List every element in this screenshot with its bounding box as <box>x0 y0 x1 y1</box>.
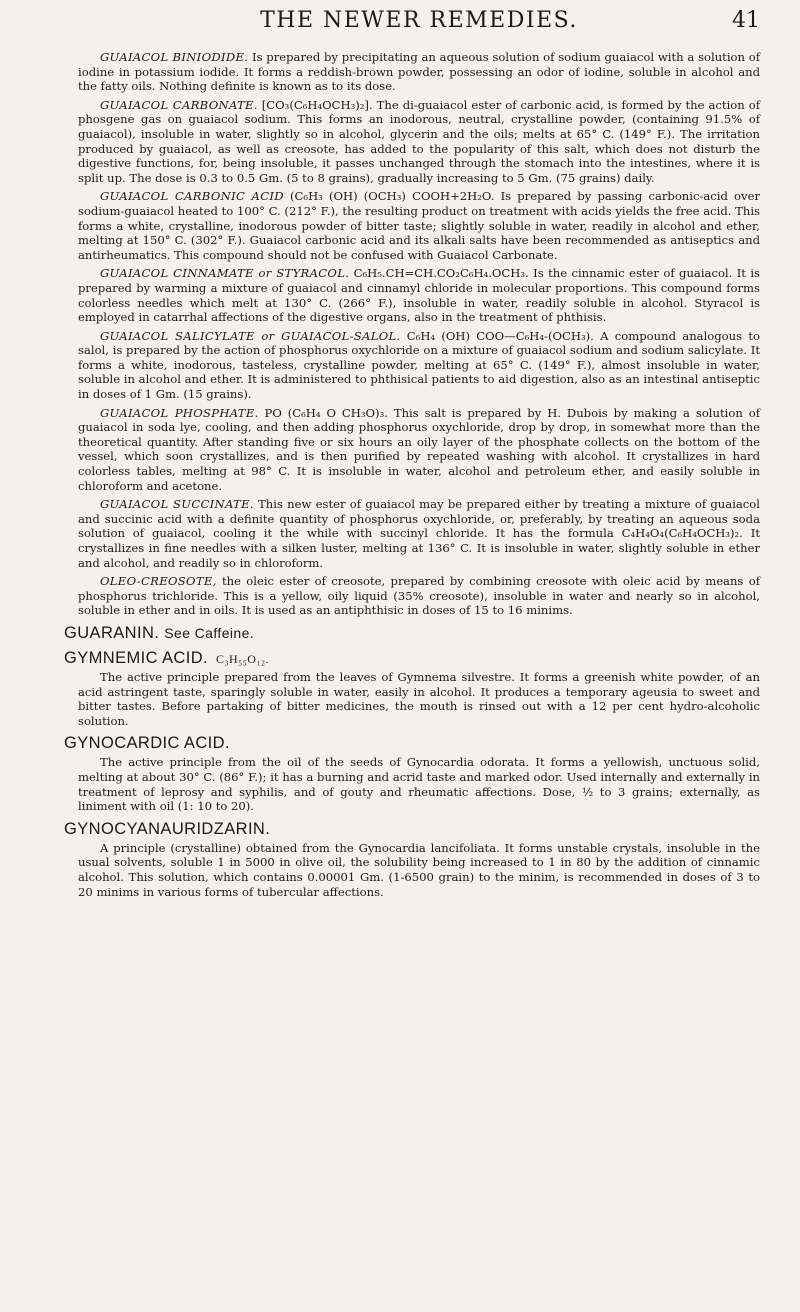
section-body-gymnemic-acid: The active principle prepared from the leaves of Gymnema silvestre. It forms a greenish white powder, of an acid astringent taste, sparingly soluble in water, easily in alcohol. It produces a temporary ageusia to sweet and bitter tastes. Before partaking of bitter medicines, the mouth is rinsed out with a 12 per cent hydro-alcoholic solution. <box>78 669 760 728</box>
section-formula: C₃H₅₅O₁₂. <box>216 651 269 666</box>
section-heading-gynocardic-acid <box>64 734 760 753</box>
entry-term: GUAIACOL PHOSPHATE. <box>100 405 259 420</box>
entry-guaiacol-cinnamate <box>78 266 760 324</box>
entry-term: OLEO-CREOSOTE, <box>100 574 217 589</box>
entry-guaiacol-salicylate <box>78 329 760 402</box>
entry-guaiacol-phosphate <box>78 406 760 494</box>
section-heading-gynocyanauridzarin <box>64 820 760 839</box>
entry-guaiacol-carbonic-acid <box>78 189 760 262</box>
entry-text: C₆H₄ (OH) COO—C₆H₄-(OCH₃). A compound analogous to salol, is prepared by the action of phosphorus oxychloride on a mixture of guaiacol sodium and sodium salicylate. It forms a white, inodorous, tasteless, crystalline powder, melting at 65° C. (149° F.), almost insoluble in water, soluble in alcohol and ether. It is administered to phthisical patients to aid digestion, also as an intestinal antiseptic in doses of 1 Gm. (15 grains). <box>78 328 761 402</box>
section-heading-gymnemic-acid <box>64 649 760 668</box>
page-number: 41 <box>732 8 760 33</box>
cross-reference: See Caffeine. <box>164 624 255 641</box>
section-heading-text: GYMNEMIC ACID. <box>64 648 209 667</box>
entry-text: C₆H₅.CH=CH.CO₂C₆H₄.OCH₃. Is the cinnamic ester of guaiacol. It is prepared by warming a mixture of guaiacol and cinnamyl chloride in molecular proportions. This compound forms colorless needles which melt at 130° C. (266° F.), insoluble in water, readily soluble in alcohol. Styracol is employed in catarrhal affections of the digestive organs, also in the treatment of phthisis. <box>78 266 761 325</box>
entry-text: This new ester of guaiacol may be prepared either by treating a mixture of guaiacol and succinic acid with a definite quantity of phosphorus oxychloride, or, preferably, by treating an aqueous soda solution of guaiacol, cooling it the while with succinyl chloride. It has the formula C₄H₄O₄(C₆H₄OCH₃)₂. It crystallizes in fine needles with a silken luster, melting at 136° C. It is insoluble in water, slightly soluble in ether and alcohol, and readily so in chloroform. <box>78 497 760 570</box>
entry-term: GUAIACOL CARBONATE. <box>100 97 258 112</box>
entry-text: PO (C₆H₄ O CH₃O)₃. This salt is prepared by H. Dubois by making a solution of guaiacol in soda lye, cooling, and then adding phosphorus oxychloride, drop by drop, in somewhat more than the theoretical quantity. After standing five or six hours an oily layer of the phosphate collects on the bottom of the vessel, which soon crystallizes, and is then purified by repeated washing with alcohol. It crystallizes in hard colorless tables, melting at 98° C. It is insoluble in water, alcohol and petroleum ether, and easily soluble in chloroform and acetone. <box>78 405 760 493</box>
entry-term: GUAIACOL SALICYLATE or GUAIACOL-SALOL. <box>100 328 401 343</box>
entry-term: GUAIACOL CARBONIC ACID <box>100 189 284 204</box>
page-header <box>78 0 760 50</box>
section-heading-guaranin <box>64 624 760 643</box>
entry-guaiacol-biniodide <box>78 50 760 94</box>
entry-guaiacol-succinate <box>78 497 760 570</box>
entry-oleo-creosote <box>78 574 760 618</box>
section-heading-text: GYNOCARDIC ACID. <box>64 734 230 753</box>
section-heading-text: GYNOCYANAURIDZARIN. <box>64 819 271 838</box>
entry-term: GUAIACOL SUCCINATE. <box>100 497 254 512</box>
entry-text: Is prepared by precipitating an aqueous solution of sodium guaiacol with a solution of iodine in potassium iodide. It forms a reddish-brown powder, possessing an odor of iodine, soluble in alcohol and the fatty oils. Nothing definite is known as to its dose. <box>78 50 761 94</box>
entry-term: GUAIACOL CINNAMATE or STYRACOL. <box>100 266 350 281</box>
entry-text: the oleic ester of creosote, prepared by combining creosote with oleic acid by means of phosphorus trichloride. This is a yellow, oily liquid (35% creosote), insoluble in water and nearly so in alcohol, soluble in ether and in oils. It is used as an antiphthisic in doses of 15 to 16 minims. <box>78 574 760 618</box>
section-body-gynocardic-acid: The active principle from the oil of the seeds of Gynocardia odorata. It forms a yellowish, unctuous solid, melting at about 30° C. (86° F.); it has a burning and acrid taste and marked odor. Used internally and externally in treatment of leprosy and syphilis, and of gouty and rheumatic affections. Dose, ½ to 3 grains; externally, as liniment with oil (1: 10 to 20). <box>78 755 760 814</box>
section-heading-text: GUARANIN. <box>64 623 160 642</box>
entry-guaiacol-carbonate <box>78 98 760 186</box>
entry-term: GUAIACOL BINIODIDE. <box>100 50 249 64</box>
section-body-gynocyanauridzarin: A principle (crystalline) obtained from the Gynocardia lancifoliata. It forms unstable crystals, insoluble in the usual solvents, soluble 1 in 5000 in olive oil, the solubility being increased to 1 in 80 by the addition of cinnamic alcohol. This solution, which contains 0.00001 Gm. (1-6500 grain) to the minim, is recommended in doses of 3 to 20 minims in various forms of tubercular affections. <box>78 840 760 899</box>
running-title: THE NEWER REMEDIES. <box>260 8 578 33</box>
entry-text: (C₆H₃ (OH) (OCH₃) COOH+2H₂O. Is prepared by passing carbonic-acid over sodium-guaiacol heated to 100° C. (212° F.), the resulting product on treatment with acids yields the free acid. This forms a white, crystalline, inodorous powder of bitter taste; slightly soluble in water, readily in alcohol and ether, melting at 150° C. (302° F.). Guaiacol carbonic acid and its alkali salts have been recommended as antiseptics and antirheumatics. This compound should not be confused with Guaiacol Carbonate. <box>78 189 760 262</box>
entry-text: [CO₃(C₆H₄OCH₃)₂]. The di-guaiacol ester of carbonic acid, is formed by the action of phosgene gas on guaiacol sodium. This forms an inodorous, neutral, crystalline powder, (containing 91.5% of guaiacol), insoluble in water, slightly so in alcohol, glycerin and the oils; melts at 65° C. (149° F.). The irritation produced by guaiacol, as well as creosote, has added to the popularity of this salt, which does not disturb the digestive functions, for, being insoluble, it passes unchanged through the stomach into the intestines, where it is split up. The dose is 0.3 to 0.5 Gm. (5 to 8 grains), gradually increasing to 5 Gm. (75 grains) daily. <box>78 97 761 185</box>
